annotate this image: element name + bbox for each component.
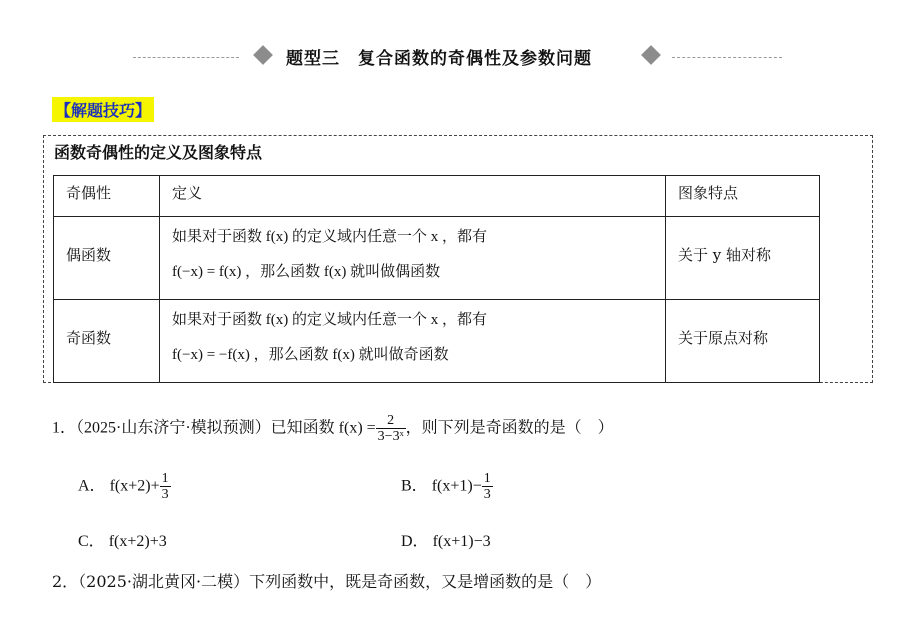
header-definition: 定义 xyxy=(172,184,203,202)
row-name: 偶函数 xyxy=(66,246,112,264)
option-a-expr: f(x+2)+ xyxy=(109,477,160,495)
q1-stem-post: ，则下列是奇函数的是（ ） xyxy=(405,419,614,437)
definition-line2: f(−x) = −f(x) ，那么函数 f(x) 就叫做奇函数 xyxy=(172,347,449,363)
option-b-label: B． xyxy=(401,477,428,495)
parity-definition-table xyxy=(53,175,820,383)
diamond-icon xyxy=(253,45,273,65)
option-a-label: A． xyxy=(78,477,106,495)
question-1-stem xyxy=(52,413,614,445)
section-title: 题型三 复合函数的奇偶性及参数问题 xyxy=(286,49,592,69)
definition-line1: 如果对于函数 f(x) 的定义域内任意一个 x ，都有 xyxy=(172,312,487,328)
header-right-dashed-line xyxy=(672,57,782,58)
option-a[interactable] xyxy=(78,471,171,503)
section-header xyxy=(0,42,924,74)
header-graph-feature: 图象特点 xyxy=(678,184,739,202)
q1-fraction: $\frac{2}{\text{3−3ˣ}}$ xyxy=(377,413,404,445)
option-d[interactable] xyxy=(401,528,491,551)
table-header-row xyxy=(54,176,820,217)
row-name: 奇函数 xyxy=(66,329,112,347)
definition-box-title: 函数奇偶性的定义及图象特点 xyxy=(54,143,263,162)
option-a-fraction: $\frac{1}{3}$ xyxy=(161,471,169,503)
option-c-expr: f(x+2)+3 xyxy=(108,533,167,550)
graph-feature: 关于 y 轴对称 xyxy=(678,246,772,264)
graph-feature: 关于原点对称 xyxy=(678,329,769,347)
question-2-stem: 2．（2025·湖北黄冈·二模）下列函数中，既是奇函数，又是增函数的是（ ） xyxy=(52,572,602,591)
option-c-label: C． xyxy=(78,533,105,550)
table-row-even xyxy=(54,217,820,300)
option-c[interactable] xyxy=(78,528,167,551)
diamond-icon xyxy=(641,45,661,65)
definition-line1: 如果对于函数 f(x) 的定义域内任意一个 x ，都有 xyxy=(172,229,487,245)
definition-line2: f(−x) = f(x) ，那么函数 f(x) 就叫做偶函数 xyxy=(172,264,441,280)
option-d-label: D． xyxy=(401,533,429,550)
header-left-dashed-line xyxy=(133,57,239,58)
option-b[interactable] xyxy=(401,471,493,503)
table-row-odd xyxy=(54,300,820,383)
option-b-expr: f(x+1)− xyxy=(431,477,482,495)
option-d-expr: f(x+1)−3 xyxy=(432,533,491,550)
q1-stem-pre: 1．（2025·山东济宁·模拟预测）已知函数 f(x) = xyxy=(52,419,376,437)
option-b-fraction: $\frac{1}{3}$ xyxy=(483,471,491,503)
header-parity: 奇偶性 xyxy=(66,184,112,202)
tips-label: 【解题技巧】 xyxy=(52,97,154,122)
